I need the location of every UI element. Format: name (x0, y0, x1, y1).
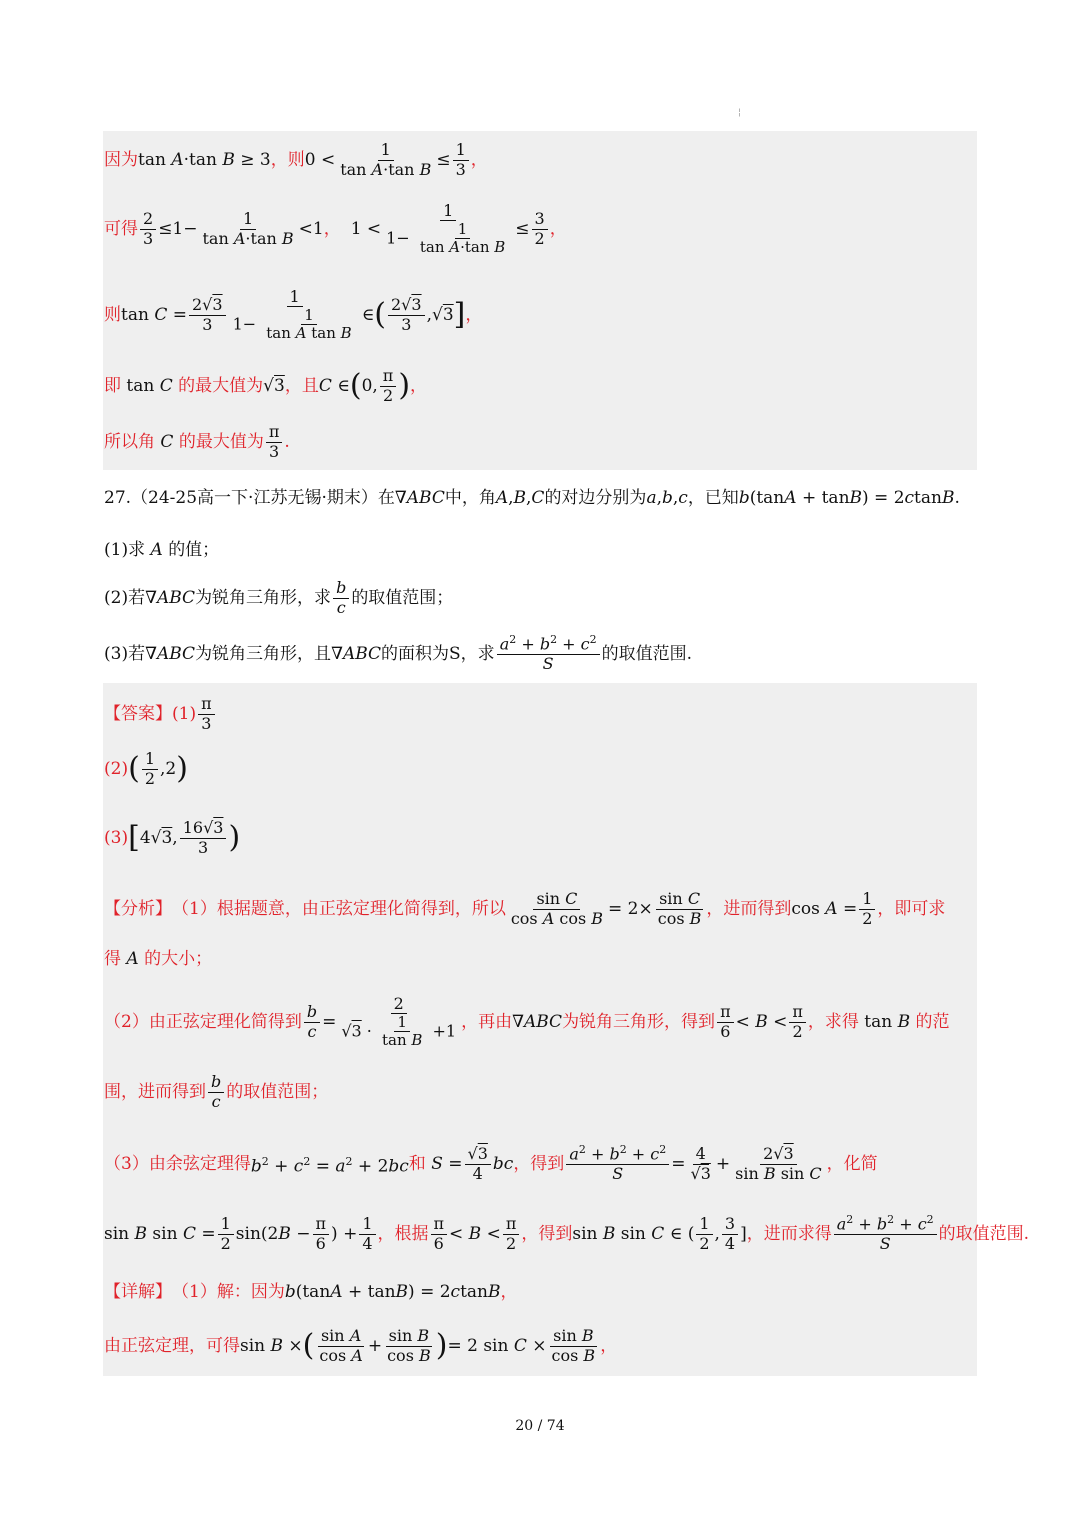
question-part-1: (1)求 A 的值； (104, 540, 220, 560)
answer-line-3: (3) [ 4√3, $\frac{16√3}{3}$ ) (104, 818, 241, 857)
answer-line-1: 【答案】 (1) $\frac{\pi}{3}$ (104, 690, 980, 738)
solution-line-1: 因为 tan A·tan B ≥ 3 ，则 0 < $\frac{1}{\text{tan A·tan B}}$ ≤ $\frac{1}{3}$ ， (104, 140, 488, 179)
analysis-line-3: （2）由正弦定理化简得到 $\frac{b}{c}$ = 2 √3 · $\frac{1}{\text{tan B}}$ +1 ，再由 ∇ABC 为锐角三角形，得到 $\frac{\pi}{6}$ < B < $\frac{\pi}{2}$ ，求得 tan B 的范 (104, 993, 950, 1050)
solution-line-2: 可得 $\frac{2}{3}$ ≤1− $\frac{1}{\text{tan A·tan B}}$ <1 ， 1 < 1 1− $\frac{1}{\text{tan A·tan B}}$ ≤ $\frac{3}{2}$ ， (104, 200, 567, 257)
analysis-line-4: 围，进而得到 $\frac{b}{c}$ 的取值范围； (104, 1072, 329, 1111)
question-stem: 27.（24-25高一下·江苏无锡·期末）在 ∇ABC 中，角 A,B,C 的对边分别为 a,b,c ，已知 b(tanA + tanB) = 2ctanB . (104, 488, 960, 508)
analysis-line-1: 【分析】 （1）根据题意，由正弦定理化简得到，所以 $\frac{\text{sin C}}{\text{cos A cos B}}$ = 2× $\frac{\text{sin C}}{\text{cos B}}$ ，进而得到 cos A = $\frac{1}{2}$ ，即可求 (104, 889, 946, 928)
analysis-line-2: 得 A 的大小； (104, 949, 213, 969)
analysis-line-6: sin B sin C = $\frac{1}{2}$ sin(2B − $\frac{\pi}{6}$ ) + $\frac{1}{4}$ ，根据 $\frac{\pi}{6}$ < B < $\frac{\pi}{2}$ ，得到 sin B sin C ∈ ( $\frac{1}{2}$ , $\frac{3}{4}$ ] ，进而求得 $\frac{a^2 + b^2 + c^2}{S}$ 的取值范围. (104, 1213, 1030, 1254)
margin-mark: ¦ (738, 108, 742, 118)
fraction: $\frac{1}{\text{tan A·tan B}}$ (340, 140, 432, 179)
solution-line-5: 所以角 C 的最大值为 $\frac{\pi}{3}$ . (104, 422, 290, 461)
analysis-line-5: （3）由余弦定理得 $b^2 + c^2 = a^2 + 2bc$ 和 S = $\frac{√3}{4}$ bc ，得到 $\frac{a^2 + b^2 + c^2}{S}$ = $\frac{4}{√3}$ + $\frac{2√3}{\text{sin B sin C}}$ ，化简 (104, 1143, 878, 1184)
question-part-2: (2)若 ∇ABC 为锐角三角形，求 $\frac{b}{c}$ 的取值范围； (104, 578, 454, 617)
detail-line-1: 【详解】 （1）解：因为 b(tanA + tanB) = 2ctanB ， (104, 1282, 518, 1302)
answer-line-2: (2) ( $\frac{1}{2}$ ,2 ) (104, 749, 188, 788)
detail-line-2: 由正弦定理，可得 sin B × ( $\frac{\text{sin A}}{\text{cos A}}$ + $\frac{\text{sin B}}{\text{cos B}}$ ) = 2 sin C × $\frac{\text{sin B}}{\text{cos B}}$ ， (104, 1326, 618, 1365)
page-number: 20 / 74 (515, 1418, 565, 1434)
solution-line-3: 则 tan C = $\frac{2√3}{3}$ 1 1− $\frac{1}{\text{tan A tan B}}$ ∈ ( $\frac{2√3}{3}$ ,√3 ] ， (104, 286, 483, 343)
solution-line-4: 即 tan C 的最大值为 √3 ，且 C ∈ ( 0, $\frac{\pi}{2}$ ) ， (104, 366, 428, 405)
question-part-3: (3)若 ∇ABC 为锐角三角形，且 ∇ABC 的面积为S，求 $\frac{a^2 + b^2 + c^2}{S}$ 的取值范围. (104, 633, 693, 674)
